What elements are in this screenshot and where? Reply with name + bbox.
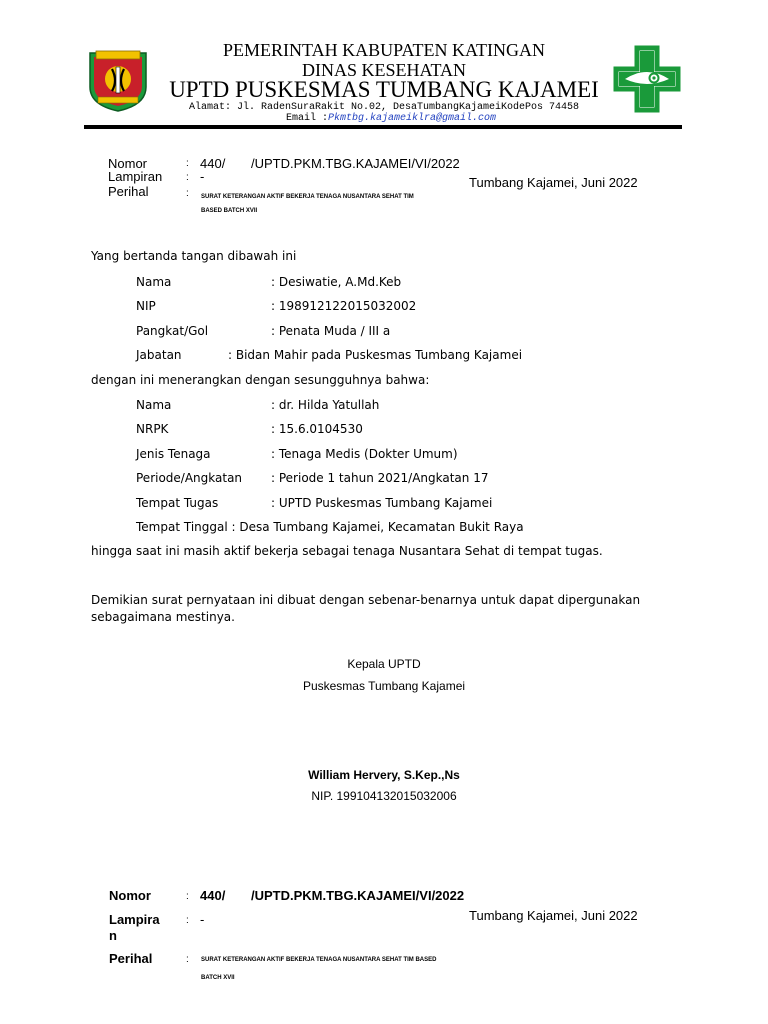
lampiran-value: - <box>200 169 205 184</box>
perihal-value-line1: SURAT KETERANGAN AKTIF BEKERJA TENAGA NUSANTARA SEHAT TIM <box>201 194 414 200</box>
signer-name-value: : Desiwatie, A.Md.Keb <box>271 275 402 289</box>
letterhead-divider <box>84 125 682 129</box>
p2-lampiran-value: - <box>200 912 205 927</box>
nomor-code: /UPTD.PKM.TBG.KAJAMEI/VI/2022 <box>251 156 460 171</box>
p2-lampiran-label-1: Lampira <box>109 912 160 927</box>
p2-perihal-value-line1: SURAT KETERANGAN AKTIF BEKERJA TENAGA NUSANTARA SEHAT TIM BASED <box>201 957 437 963</box>
signer-nip-label: NIP <box>136 299 156 313</box>
signer-position-value: : Bidan Mahir pada Puskesmas Tumbang Kajamei <box>228 348 523 362</box>
subject-type-label: Jenis Tenaga <box>136 447 211 461</box>
nomor-label: Nomor <box>108 156 148 171</box>
intro-line: Yang bertanda tangan dibawah ini <box>91 249 297 263</box>
p2-nomor-label: Nomor <box>109 888 151 903</box>
nomor-colon: : <box>186 158 189 169</box>
subject-name-label: Nama <box>136 398 172 412</box>
subject-name-value: : dr. Hilda Yatullah <box>271 398 380 412</box>
signer-position-label: Jabatan <box>136 348 182 362</box>
p2-perihal-value-line2: BATCH XVII <box>201 975 235 981</box>
perihal-label: Perihal <box>108 184 149 199</box>
letterhead-department: DINAS KESEHATAN <box>301 60 467 80</box>
p2-perihal-colon: : <box>186 954 189 965</box>
subject-post-label: Tempat Tugas <box>136 496 219 510</box>
subject-period-value: : Periode 1 tahun 2021/Angkatan 17 <box>271 471 489 485</box>
signer-rank-label: Pangkat/Gol <box>136 324 209 338</box>
email-address[interactable]: Pkmtbg.kajameiklra@gmail.com <box>328 113 497 124</box>
perihal-colon: : <box>186 188 189 199</box>
letterhead-government: PEMERINTAH KABUPATEN KATINGAN <box>223 40 545 60</box>
signer-rank-value: : Penata Muda / III a <box>271 324 391 338</box>
signer-nip-value: : 198912122015032002 <box>271 299 417 313</box>
p2-nomor-colon: : <box>186 891 189 902</box>
perihal-value-line2: BASED BATCH XVII <box>201 208 258 214</box>
residence-line: Tempat Tinggal : Desa Tumbang Kajamei, Kecamatan Bukit Raya <box>136 520 524 534</box>
signature-title2: Puskesmas Tumbang Kajamei <box>302 679 466 693</box>
subject-post-value: : UPTD Puskesmas Tumbang Kajamei <box>271 496 493 510</box>
closing-line2: sebagaimana mestinya. <box>91 610 235 624</box>
p2-lampiran-label-2: n <box>109 928 117 943</box>
signature-name: William Hervery, S.Kep.,Ns <box>308 768 460 782</box>
lampiran-label: Lampiran <box>108 169 163 184</box>
lampiran-colon: : <box>186 172 189 183</box>
letterhead-institution: UPTD PUSKESMAS TUMBANG KAJAMEI <box>169 77 599 102</box>
closing-line1: Demikian surat pernyataan ini dibuat dengan sebenar-benarnya untuk dapat dipergunakan <box>91 593 641 607</box>
p2-nomor-number: 440/ <box>200 888 226 903</box>
nomor-number: 440/ <box>200 156 226 171</box>
signer-name-label: Nama <box>136 275 172 289</box>
p2-place-date: Tumbang Kajamei, Juni 2022 <box>469 908 638 923</box>
subject-nrpk-label: NRPK <box>136 422 169 436</box>
letterhead-email-row <box>286 113 496 124</box>
subject-type-value: : Tenaga Medis (Dokter Umum) <box>271 447 458 461</box>
place-date: Tumbang Kajamei, Juni 2022 <box>469 175 638 190</box>
letterhead-address: Alamat: Jl. RadenSuraRakit No.02, DesaTumbangKajameiKodePos 74458 <box>188 102 580 113</box>
signature-nip: NIP. 199104132015032006 <box>311 789 457 803</box>
email-label: Email : <box>286 113 329 124</box>
subject-period-label: Periode/Angkatan <box>136 471 243 485</box>
p2-lampiran-colon: : <box>186 915 189 926</box>
subject-nrpk-value: : 15.6.0104530 <box>271 422 363 436</box>
p2-perihal-label: Perihal <box>109 951 153 966</box>
active-line: hingga saat ini masih aktif bekerja sebagai tenaga Nusantara Sehat di tempat tugas. <box>91 544 603 558</box>
p2-nomor-code: /UPTD.PKM.TBG.KAJAMEI/VI/2022 <box>251 888 465 903</box>
statement-line: dengan ini menerangkan dengan sesungguhnya bahwa: <box>91 373 430 387</box>
signature-title1: Kepala UPTD <box>347 657 421 671</box>
